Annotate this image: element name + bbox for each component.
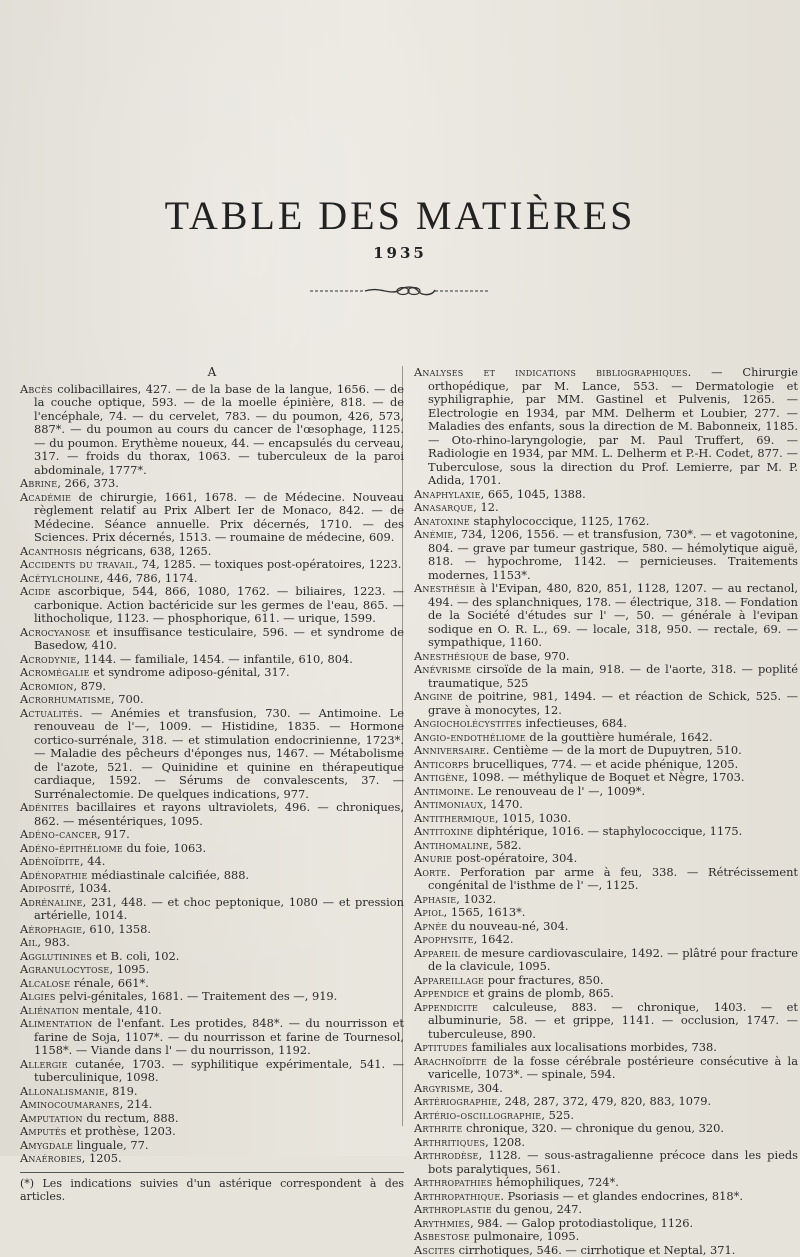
entry-references: rénale, 661*. [70,976,149,990]
index-entry [20,707,404,802]
index-entry [414,1203,798,1217]
entry-keyword: Acromégalie [20,665,90,679]
index-entry [414,974,798,988]
entry-keyword: Antigène [414,770,464,784]
entry-keyword: Arthroplastie [414,1202,492,1216]
index-entry [414,650,798,664]
index-entry [414,798,798,812]
entry-keyword: Appareil [414,946,460,960]
entry-references: . — Chirurgie orthopédique, par M. Lance, 553. — Dermatologie et syphiligraphie, par MM. Gastinel et Pulvenis, 1265. — Electrologie en 1934, par MM. Delherm et Loubier, 277. — Maladies des enfants, sous la direction de M. Babonneix, 1185. — Oto-rhino-laryngologie, par M. Paul Truffert, 69. — Radiologie en 1934, par MM. L. Delherm et P.-H. Codet, 877. — Tuberculose, sous la direction du Prof. Lemierre, par M. P. Adida, 1701. [428,365,798,487]
entry-keyword: Artériographie [414,1094,497,1108]
index-entry [20,558,404,572]
entry-references: , 610, 1358. [82,922,151,936]
left-column [20,366,404,1203]
entry-references: , 231, 448. — et choc peptonique, 1080 — et pression artérielle, 1014. [34,895,404,923]
entry-keyword: Apophysite [414,932,474,946]
entry-references: hémophiliques, 724*. [492,1175,618,1189]
entry-references: , 214. [120,1097,153,1111]
entry-keyword: Arythmies [414,1216,470,1230]
index-entry [20,828,404,842]
entry-keyword: Allonalismanie [20,1084,105,1098]
entry-references: , 525. [541,1108,574,1122]
entry-keyword: Anniversaire [414,743,486,757]
entry-references: et grains de plomb, 865. [469,986,614,1000]
entry-keyword: Acrorhumatisme [20,692,111,706]
entry-references: diphtérique, 1016. — staphylococcique, 1175. [473,824,742,838]
entry-keyword: Agglutinines [20,949,92,963]
index-entry [20,680,404,694]
entry-keyword: Artério-oscillographie [414,1108,541,1122]
index-entry [414,785,798,799]
index-entry [20,1098,404,1112]
entry-keyword: Adéno-cancer [20,827,97,841]
entry-keyword: Amygdale [20,1138,73,1152]
entry-keyword: Asbestose [414,1229,470,1243]
index-entry [20,1085,404,1099]
index-entry [414,1095,798,1109]
footnote: (*) Les indications suivies d'un astérique correspondent à des articles. [20,1177,404,1203]
index-entry [414,1136,798,1150]
entry-references: , 44. [80,854,105,868]
entry-keyword: Aorte [414,865,447,879]
entry-keyword: Arthrite [414,1121,462,1135]
index-entry [20,491,404,545]
entry-references: de chirurgie, 1661, 1678. — de Médecine. Nouveau règlement relatif au Prix Albert Ier de Monaco, 842. — de Médecine. Séance annuelle. Prix décernés, 1710. — des Sciences. Prix décernés, 1513. — roumaine de médecine, 609. [34,490,404,545]
index-entry [414,690,798,717]
entry-references: , 1470. [483,797,523,811]
entry-references: post-opératoire, 304. [452,851,577,865]
index-entry [20,477,404,491]
entry-keyword: Anesthésie [414,581,475,595]
index-entry [414,1041,798,1055]
right-column [414,366,798,1257]
page-title: TABLE DES MATIÈRES [0,192,800,239]
entry-references: et prothèse, 1203. [66,1124,175,1138]
entry-keyword: Acromion [20,679,73,693]
index-entry [414,866,798,893]
entry-keyword: Anaérobies [20,1151,82,1165]
entry-references: . Perforation par arme à feu, 338. — Rétrécissement congénital de l'isthme de l' —, 1125. [428,865,798,893]
entry-keyword: Antihomaline [414,838,489,852]
entry-references: , 582. [489,838,522,852]
entry-references: . Centième — de la mort de Dupuytren, 510. [486,743,742,757]
entry-keyword: Acrodynie [20,652,76,666]
entry-keyword: Apnée [414,919,447,933]
entry-keyword: Alimentation [20,1016,92,1030]
index-entry [414,717,798,731]
entry-keyword: Arthritiques [414,1135,485,1149]
entry-references: calculeuse, 883. — chronique, 1403. — et albuminurie, 58. — et grippe, 1141. — occlusion, 1747. — tuberculeuse, 890. [428,1000,798,1041]
index-entry [20,963,404,977]
entry-keyword: Accidents du travail [20,557,134,571]
entry-references: bacillaires et rayons ultraviolets, 496. — chroniques, 862. — mésentériques, 1095. [34,800,404,828]
year: 1935 [0,244,800,262]
index-entry [414,1001,798,1042]
entry-keyword: Appareillage [414,973,484,987]
entry-references: à l'Evipan, 480, 820, 851, 1128, 1207. — au rectanol, 494. — des splanchniques, 178. — électrique, 318. — Fondation de la Société d'études sur l' —, 50. — générale à l'evipan sodique en O. R. L., 69. — locale, 318, 950. — rectale, 69. — sympathique, 1160. [428,581,798,649]
index-entry [414,933,798,947]
entry-references: chronique, 320. — chronique du genou, 320. [462,1121,724,1135]
entry-references: , 879. [73,679,106,693]
entry-references: , 1128. — sous-astragalienne précoce dans les pieds bots paralytiques, 561. [428,1148,798,1176]
entry-keyword: Acrocyanose [20,625,91,639]
entry-keyword: Aptitudes [414,1040,468,1054]
index-entry [20,585,404,626]
footnote-rule [20,1172,404,1173]
index-entry [20,1125,404,1139]
entry-keyword: Antimoine [414,784,470,798]
entry-references: brucelliques, 774. — et acide phénique, 1205. [469,757,738,771]
index-entry [414,839,798,853]
entry-keyword: Ail [20,935,37,949]
entry-references: linguale, 77. [73,1138,148,1152]
index-entry [414,893,798,907]
index-entry [20,896,404,923]
entry-keyword: Abcès [20,382,53,396]
index-entry [20,882,404,896]
index-entry [414,663,798,690]
index-entry [414,920,798,934]
entry-references: , 248, 287, 372, 479, 820, 883, 1079. [497,1094,711,1108]
index-entry [20,842,404,856]
entry-references: , 1098. — méthylique de Boquet et Nègre, 1703. [464,770,744,784]
index-entry [414,582,798,650]
entry-references: pulmonaire, 1095. [470,1229,579,1243]
entry-references: , 984. — Galop protodiastolique, 1126. [470,1216,693,1230]
entry-references: , 819. [105,1084,138,1098]
entry-references: , 266, 373. [57,476,119,490]
entry-references: , 1095. [109,962,149,976]
entry-references: cirsoïde de la main, 918. — de l'aorte, 318. — poplité traumatique, 525 [428,662,798,690]
entry-references: du genou, 247. [492,1202,582,1216]
index-entry [414,1122,798,1136]
index-entry [414,528,798,582]
index-entry [20,990,404,1004]
entry-references: négricans, 638, 1265. [82,544,211,558]
entry-references: cirrhotiques, 546. — cirrhotique et Neptal, 371. [455,1243,735,1257]
entry-references: , 1205. [82,1151,122,1165]
index-entry [20,855,404,869]
index-entry [414,758,798,772]
section-letter: A [20,366,404,380]
entry-keyword: Anesthésique [414,649,489,663]
entry-references: de poitrine, 981, 1494. — et réaction de Schick, 525. — grave à monocytes, 12. [428,689,798,717]
entry-references: de la gouttière humérale, 1642. [526,730,713,744]
index-entry [20,653,404,667]
entry-references: infectieuses, 684. [522,716,627,730]
index-entry [20,950,404,964]
index-entry [414,1055,798,1082]
entry-references: , 12. [473,500,498,514]
entry-keyword: Adénoïdite [20,854,80,868]
entry-keyword: Alcalose [20,976,70,990]
entry-keyword: Appendicite [414,1000,478,1014]
index-entry [414,1149,798,1176]
entry-keyword: Actualités [20,706,79,720]
entry-keyword: Agranulocytose [20,962,109,976]
entry-keyword: Adéno-épithéliome [20,841,123,855]
index-entry [20,1004,404,1018]
index-entry [414,771,798,785]
entry-references: , 665, 1045, 1388. [481,487,586,501]
entry-keyword: Anémie [414,527,453,541]
index-entry [20,1152,404,1166]
index-entry [20,1058,404,1085]
entry-references: , 1034. [71,881,111,895]
entry-keyword: Acétylcholine [20,571,100,585]
index-entry [414,515,798,529]
entry-references: , 734, 1206, 1556. — et transfusion, 730*. — et vagotonine, 804. — grave par tumeur gastrique, 580. — hémolytique aiguë, 818. — hypochrome, 1142. — pernicieuses. Traitements modernes, 1153*. [428,527,798,582]
entry-references: de la fosse cérébrale postérieure consécutive à la varicelle, 1073*. — spinale, 594. [428,1054,798,1082]
entry-keyword: Aérophagie [20,922,82,936]
entry-keyword: Algies [20,989,56,1003]
entry-references: et insuffisance testiculaire, 596. — et syndrome de Basedow, 410. [34,625,404,653]
entry-references: , 1642. [474,932,514,946]
entry-keyword: Académie [20,490,71,504]
index-entry [20,626,404,653]
entry-keyword: Aphasie [414,892,456,906]
entry-keyword: Arthrodèse [414,1148,479,1162]
entry-references: , 446, 786, 1174. [100,571,198,585]
index-entry [20,869,404,883]
entry-keyword: Appendice [414,986,469,1000]
index-entry [414,366,798,488]
entry-keyword: Angiocholécystites [414,716,522,730]
entry-references: pelvi-génitales, 1681. — Traitement des —, 919. [56,989,338,1003]
entry-keyword: Angine [414,689,453,703]
entry-keyword: Anurie [414,851,452,865]
entry-references: staphylococcique, 1125, 1762. [470,514,650,528]
entry-keyword: Arthropathies [414,1175,492,1189]
index-entry [414,501,798,515]
entry-keyword: Anévrisme [414,662,471,676]
entry-keyword: Amputation [20,1111,83,1125]
entry-references: . Le renouveau de l' —, 1009*. [470,784,645,798]
index-entry [414,852,798,866]
index-entry [20,383,404,478]
index-entry [20,545,404,559]
index-entry [20,801,404,828]
entry-keyword: Abrine [20,476,57,490]
index-entry [20,1017,404,1058]
index-entry [20,1112,404,1126]
entry-keyword: Antitoxine [414,824,473,838]
entry-references: du nouveau-né, 304. [447,919,568,933]
entry-references: médiastinale calcifiée, 888. [88,868,250,882]
entry-references: . Psoriasis — et glandes endocrines, 818*. [500,1189,743,1203]
entry-keyword: Anaphylaxie [414,487,481,501]
index-entry [414,825,798,839]
index-entry [414,731,798,745]
entry-references: mentale, 410. [79,1003,162,1017]
entry-references: , 917. [97,827,130,841]
entry-keyword: Aminocoumaranes [20,1097,120,1111]
index-entry [414,1244,798,1257]
index-entry [20,1139,404,1153]
entry-references: cutanée, 1703. — syphilitique expérimentale, 541. — tuberculinique, 1098. [34,1057,404,1085]
entry-references: , 700. [111,692,144,706]
index-entry [414,1190,798,1204]
entry-references: du foie, 1063. [123,841,206,855]
entry-keyword: Antimoniaux [414,797,483,811]
entry-references: colibacillaires, 427. — de la base de la langue, 1656. — de la couche optique, 593. — de la moelle épinière, 818. — de l'encéphale, 74. — du cervelet, 783. — du poumon, 426, 573, 887*. — du poumon au cours du cancer de l'œsophage, 1125. — du poumon. Erythème noueux, 44. — encapsulés du cerveau, 317. — froids du thorax, 1063. — tuberculeux de la paroi abdominale, 1777*. [34,382,404,477]
entry-references: , 1565, 1613*. [444,905,526,919]
entry-references: de mesure cardiovasculaire, 1492. — plâtré pour fracture de la clavicule, 1095. [428,946,798,974]
entry-references: de l'enfant. Les protides, 848*. — du nourrisson et farine de Soja, 1107*. — du nourrisson et farine de Tournesol, 1158*. — Viande dans l' — du nourrisson, 1192. [34,1016,404,1057]
entry-references: , 1032. [456,892,496,906]
entry-keyword: Acanthosis [20,544,82,558]
entry-keyword: Apiol [414,905,444,919]
index-entry [20,693,404,707]
entry-keyword: Anatoxine [414,514,470,528]
entry-keyword: Allergie [20,1057,68,1071]
index-entry [414,1082,798,1096]
entry-references: pour fractures, 850. [484,973,604,987]
entry-keyword: Angio-endothéliome [414,730,526,744]
left-entries [20,383,404,1166]
index-entry [414,812,798,826]
entry-references: , 983. [37,935,70,949]
index-entry [414,1217,798,1231]
index-entry [414,744,798,758]
entry-references: et syndrome adiposo-génital, 317. [90,665,290,679]
index-entry [414,1109,798,1123]
entry-references: familiales aux localisations morbides, 738. [468,1040,717,1054]
entry-references: , 1144. — familiale, 1454. — infantile, 610, 804. [76,652,352,666]
index-entry [20,572,404,586]
entry-keyword: Acide [20,584,51,598]
entry-keyword: Analyses et indications bibliographiques [414,365,688,379]
index-entry [20,923,404,937]
entry-references: et B. coli, 102. [92,949,179,963]
entry-keyword: Ascites [414,1243,455,1257]
index-entry [414,488,798,502]
entry-keyword: Adrénaline [20,895,83,909]
entry-keyword: Adénopathie [20,868,88,882]
entry-keyword: Argyrisme [414,1081,470,1095]
entry-keyword: Adénites [20,800,69,814]
index-entry [20,936,404,950]
entry-references: ascorbique, 544, 866, 1080, 1762. — biliaires, 1223. — carbonique. Action bactéricide sur les germes de l'eau, 865. — lithocholique, 1123. — phosphorique, 611. — urique, 1599. [34,584,404,625]
entry-references: , 74, 1285. — toxiques post-opératoires, 1223. [134,557,401,571]
entry-keyword: Antithermique [414,811,495,825]
entry-references: de base, 970. [489,649,570,663]
entry-keyword: Aliénation [20,1003,79,1017]
index-entry [414,987,798,1001]
right-entries [414,366,798,1257]
entry-references: , 1208. [485,1135,525,1149]
index-entry [414,906,798,920]
entry-references: du rectum, 888. [83,1111,179,1125]
index-entry [20,977,404,991]
flourish-ornament [310,284,490,298]
entry-keyword: Amputés [20,1124,66,1138]
index-entry [414,1230,798,1244]
entry-keyword: Arachnoïdite [414,1054,487,1068]
entry-keyword: Arthropathique [414,1189,500,1203]
entry-references: . — Anémies et transfusion, 730. — Antimoine. Le renouveau de l'—, 1009. — Histidine, 1835. — Hormone cortico-surrénale, 318. — et stimulation endocrinienne, 1723*. — Maladie des pêcheurs d'éponges nus, 1467. — Métabolisme de l'azote, 521. — Quinidine et quinine en thérapeutique cardiaque, 1592. — Sérums de convalescents, 37. — Surrénalectomie. De quelques indications, 977. [34,706,404,801]
entry-references: , 1015, 1030. [495,811,571,825]
entry-keyword: Anticorps [414,757,469,771]
index-entry [414,947,798,974]
index-entry [414,1176,798,1190]
entry-references: , 304. [470,1081,503,1095]
index-entry [20,666,404,680]
entry-keyword: Adiposité [20,881,71,895]
entry-keyword: Anasarque [414,500,473,514]
